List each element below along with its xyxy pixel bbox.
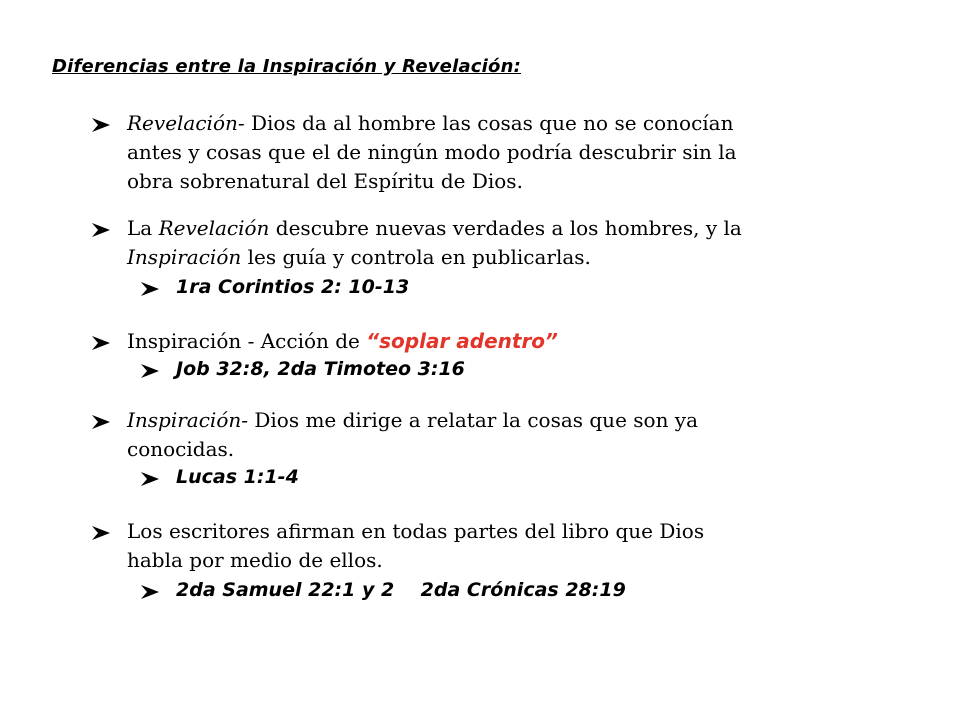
bullet-text [127, 109, 737, 196]
line-text: Dios me dirige a relatar la cosas que son ya [248, 408, 699, 432]
scripture-reference: 1ra Corintios 2: 10-13 [176, 276, 410, 298]
term-inspiracion: Inspiración- [127, 408, 249, 432]
page-title: Diferencias entre la Inspiración y Revelación: [52, 56, 522, 77]
line-text: obra sobrenatural del Espíritu de Dios. [127, 169, 523, 193]
line-text: conocidas. [127, 437, 235, 461]
scripture-reference: Job 32:8, 2da Timoteo 3:16 [176, 358, 465, 380]
term-revelacion: Revelación- [127, 111, 245, 135]
line-text: habla por medio de ellos. [127, 548, 383, 572]
scripture-reference: Lucas 1:1-4 [176, 466, 299, 488]
line-text: descubre nuevas verdades a los hombres, y la [269, 216, 742, 240]
bullet-text [127, 327, 558, 356]
arrowhead-bullet-icon [141, 282, 159, 296]
line-text: Los escritores afirman en todas partes del libro que Dios [127, 519, 705, 543]
bullet-text [127, 406, 698, 464]
bullet-text [127, 517, 704, 575]
arrowhead-bullet-icon [141, 364, 159, 378]
line-text: Inspiración - Acción de [127, 329, 367, 353]
line-text: La [127, 216, 159, 240]
arrowhead-bullet-icon [92, 118, 110, 132]
arrowhead-bullet-icon [92, 526, 110, 540]
arrowhead-bullet-icon [92, 336, 110, 350]
term-revelacion: Revelación [158, 216, 270, 240]
highlighted-quote: “soplar adentro” [366, 329, 558, 353]
line-text: Dios da al hombre las cosas que no se conocían [244, 111, 734, 135]
term-inspiracion: Inspiración [127, 245, 242, 269]
line-text: les guía y controla en publicarlas. [241, 245, 591, 269]
scripture-reference: 2da Samuel 22:1 y 2 2da Crónicas 28:19 [176, 579, 626, 601]
arrowhead-bullet-icon [92, 223, 110, 237]
arrowhead-bullet-icon [141, 585, 159, 599]
arrowhead-bullet-icon [92, 415, 110, 429]
arrowhead-bullet-icon [141, 472, 159, 486]
line-text: antes y cosas que el de ningún modo podría descubrir sin la [127, 140, 737, 164]
bullet-text [127, 214, 742, 272]
